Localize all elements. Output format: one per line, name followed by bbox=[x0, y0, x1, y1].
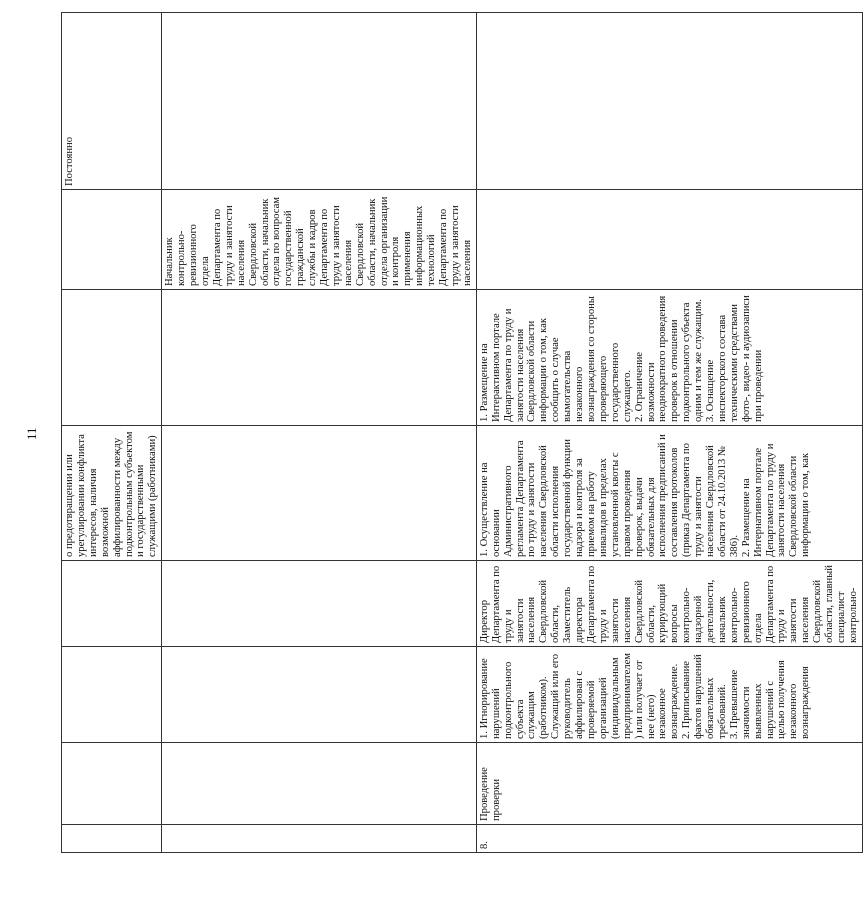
row-number-cell: 8. bbox=[476, 825, 862, 853]
table-cell bbox=[162, 561, 477, 647]
stage-cell: Проведение проверки bbox=[476, 743, 862, 825]
table-cell bbox=[62, 743, 162, 825]
table-cell bbox=[62, 190, 162, 290]
table-row bbox=[476, 13, 862, 853]
table-cell bbox=[162, 825, 477, 853]
table-cell bbox=[476, 13, 862, 190]
risks-cell: 1. Игнорирование нарушений подконтрольного субъекта служащим (работником). Служащий или его руководитель аффилирован с проверяемой организацией (индивидуальным предпринимателем) или получает от нее (него) незаконное вознаграждение. 2. Приписывание фактов нарушений обязательных требований. 3. Превышение значимости выявленных нарушений с целью получения незаконного вознаграждения bbox=[476, 647, 862, 743]
table-cell bbox=[162, 426, 477, 561]
table-row bbox=[62, 13, 162, 853]
table-cell bbox=[62, 825, 162, 853]
table-cell bbox=[162, 647, 477, 743]
table-row bbox=[162, 13, 477, 853]
page-number: 11 bbox=[24, 427, 39, 440]
table-cell bbox=[162, 13, 477, 190]
table-cell bbox=[62, 290, 162, 426]
corruption-risk-table bbox=[61, 12, 863, 853]
positions-cell: Директор Департамента по труду и занятости населения Свердловской области, Заместитель директора Департамента по труду и занятости населения Свердловской области, курирующий вопросы контрольно-надзорной деятельности, начальник контрольно-ревизионного отдела Департамента по труду и занятости населения Свердловской области, главный специалист контрольно- bbox=[476, 561, 862, 647]
measures-cell: 1. Осуществление на основании Административного регламента Департамента по труду и занятости населения Свердловской области исполнения государственной функции надзора и контроля за приемом на работу инвалидов в пределах установленной квоты с правом проведения проверок, выдачи обязательных для исполнения предписаний и составления протоколов (приказ Департамента по труду и занятости населения Свердловской области от 24.10.2013 № 386). 2. Размещение на Интернативном портале Департамента по труду и занятости населения Свердловской области информации о том, как bbox=[476, 426, 862, 561]
table-cell bbox=[476, 190, 862, 290]
table-cell bbox=[62, 561, 162, 647]
responsible-cell: Начальник контрольно-ревизионного отдела Департамента по труду и занятости населения Свердловской области, начальник отдела по вопросам государственной гражданской службы и кадров Департамента по труду и занятости населения Свердловской области, начальник отдела организации и контроля применения информационных технологий Департамента по труду и занятости населения bbox=[162, 190, 477, 290]
table-cell bbox=[62, 647, 162, 743]
table-cell bbox=[162, 743, 477, 825]
deadline-cell: Постоянно bbox=[62, 13, 162, 190]
proposals-cell: 1. Размещение на Интерактивном портале Департамента по труду и занятости населения Свердловской области информации о том, как сообщить о случае вымогательства незаконного вознаграждения со стороны проверяющего государственного служащего. 2. Ограничение возможности неоднократного проведения проверок в отношении подконтрольного субъекта одним и тем же служащим. 3. Оснащение инспекторского состава техническими средствами фото-, видео- и аудиозаписи при проведении bbox=[476, 290, 862, 426]
measures-cell-continued: о предотвращении или урегулировании конфликта интересов, наличия возможной аффилированности между подконтрольным субъектом и государственными служащими (работниками) bbox=[62, 426, 162, 561]
table-cell bbox=[162, 290, 477, 426]
